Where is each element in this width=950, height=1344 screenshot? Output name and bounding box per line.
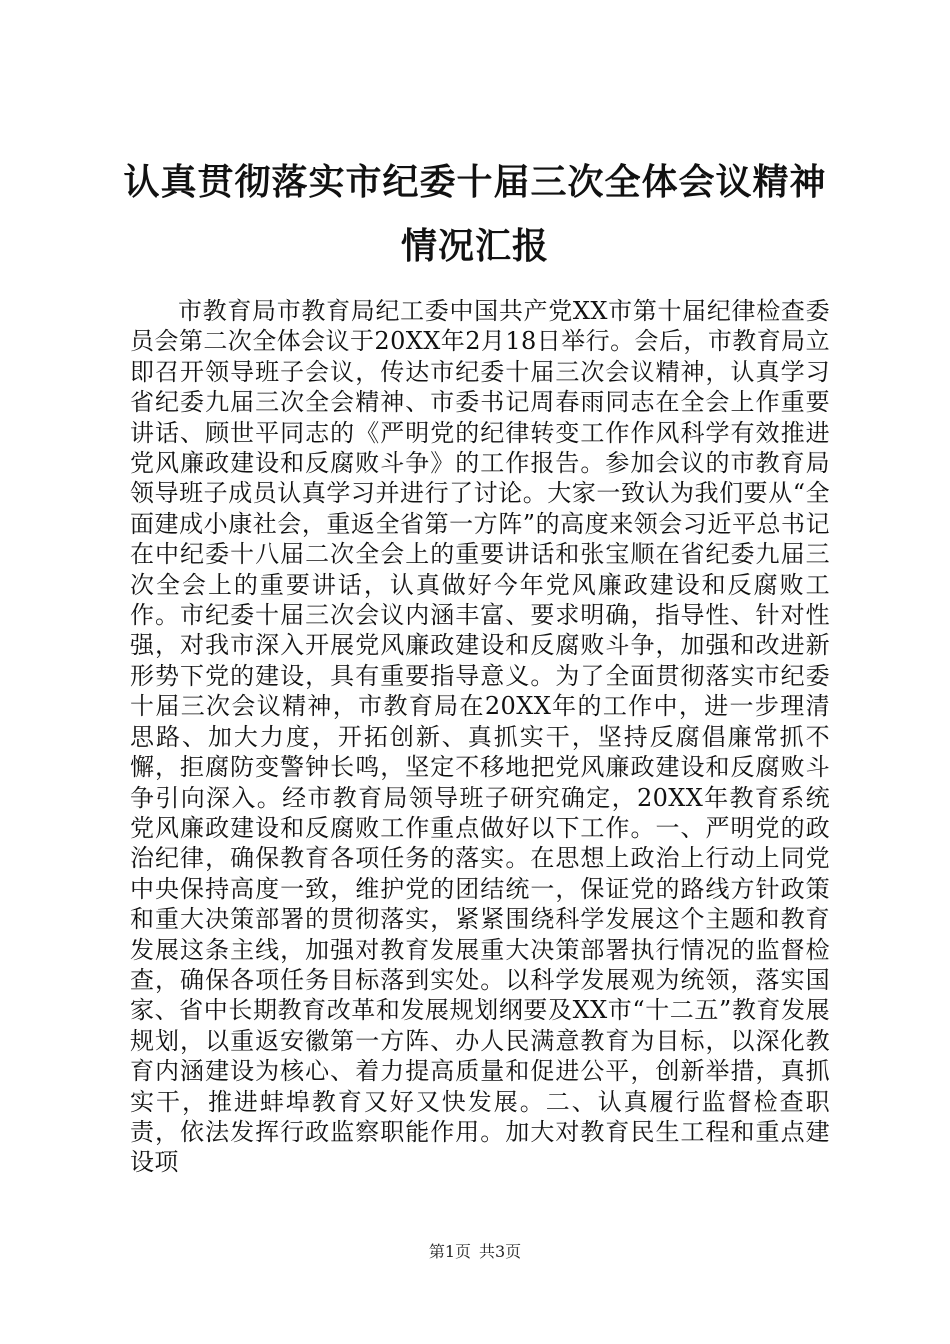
page-footer [0,1241,950,1263]
page-number-current: 第1页 [428,1242,471,1261]
document-title: 认真贯彻落实市纪委十届三次全体会议精神情况汇报 [123,161,827,267]
document-body: 市教育局市教育局纪工委中国共产党XX市第十届纪律检查委员会第二次全体会议于20XX年2月18日举行。会后，市教育局立即召开领导班子会议，传达市纪委十届三次会议精神，认真学习省纪委九届三次全会精神、市委书记周春雨同志在全会上作重要讲话、顾世平同志的《严明党的纪律转变工作作风科学有效推进党风廉政建设和反腐败斗争》的工作报告。参加会议的市教育局领导班子成员认真学习并进行了讨论。大家一致认为我们要从“全面建成小康社会，重返全省第一方阵”的高度来领会习近平总书记在中纪委十八届二次全会上的重要讲话和张宝顺在省纪委九届三次全会上的重要讲话，认真做好今年党风廉政建设和反腐败工作。市纪委十届三次会议内涵丰富、要求明确，指导性、针对性强，对我市深入开展党风廉政建设和反腐败斗争，加强和改进新形势下党的建设，具有重要指导意义。为了全面贯彻落实市纪委十届三次会议精神，市教育局在20XX年的工作中，进一步理清思路、加大力度，开拓创新、真抓实干，坚持反腐倡廉常抓不懈，拒腐防变警钟长鸣，坚定不移地把党风廉政建设和反腐败斗争引向深入。经市教育局领导班子研究确定，20XX年教育系统党风廉政建设和反腐败工作重点做好以下工作。一、严明党的政治纪律，确保教育各项任务的落实。在思想上政治上行动上同党中央保持高度一致，维护党的团结统一，保证党的路线方针政策和重大决策部署的贯彻落实，紧紧围绕科学发展这个主题和教育发展这条主线，加强对教育发展重大决策部署执行情况的监督检查，确保各项任务目标落到实处。以科学发展观为统领，落实国家、省中长期教育改革和发展规划纲要及XX市“十二五”教育发展规划，以重返安徽第一方阵、办人民满意教育为目标，以深化教育内涵建设为核心、着力提高质量和促进公平，创新举措，真抓实干，推进蚌埠教育又好又快发展。二、认真履行监督检查职责，依法发挥行政监察职能作用。加大对教育民生工程和重点建设项 [130,297,830,1177]
page-number-total: 共3页 [479,1242,522,1261]
